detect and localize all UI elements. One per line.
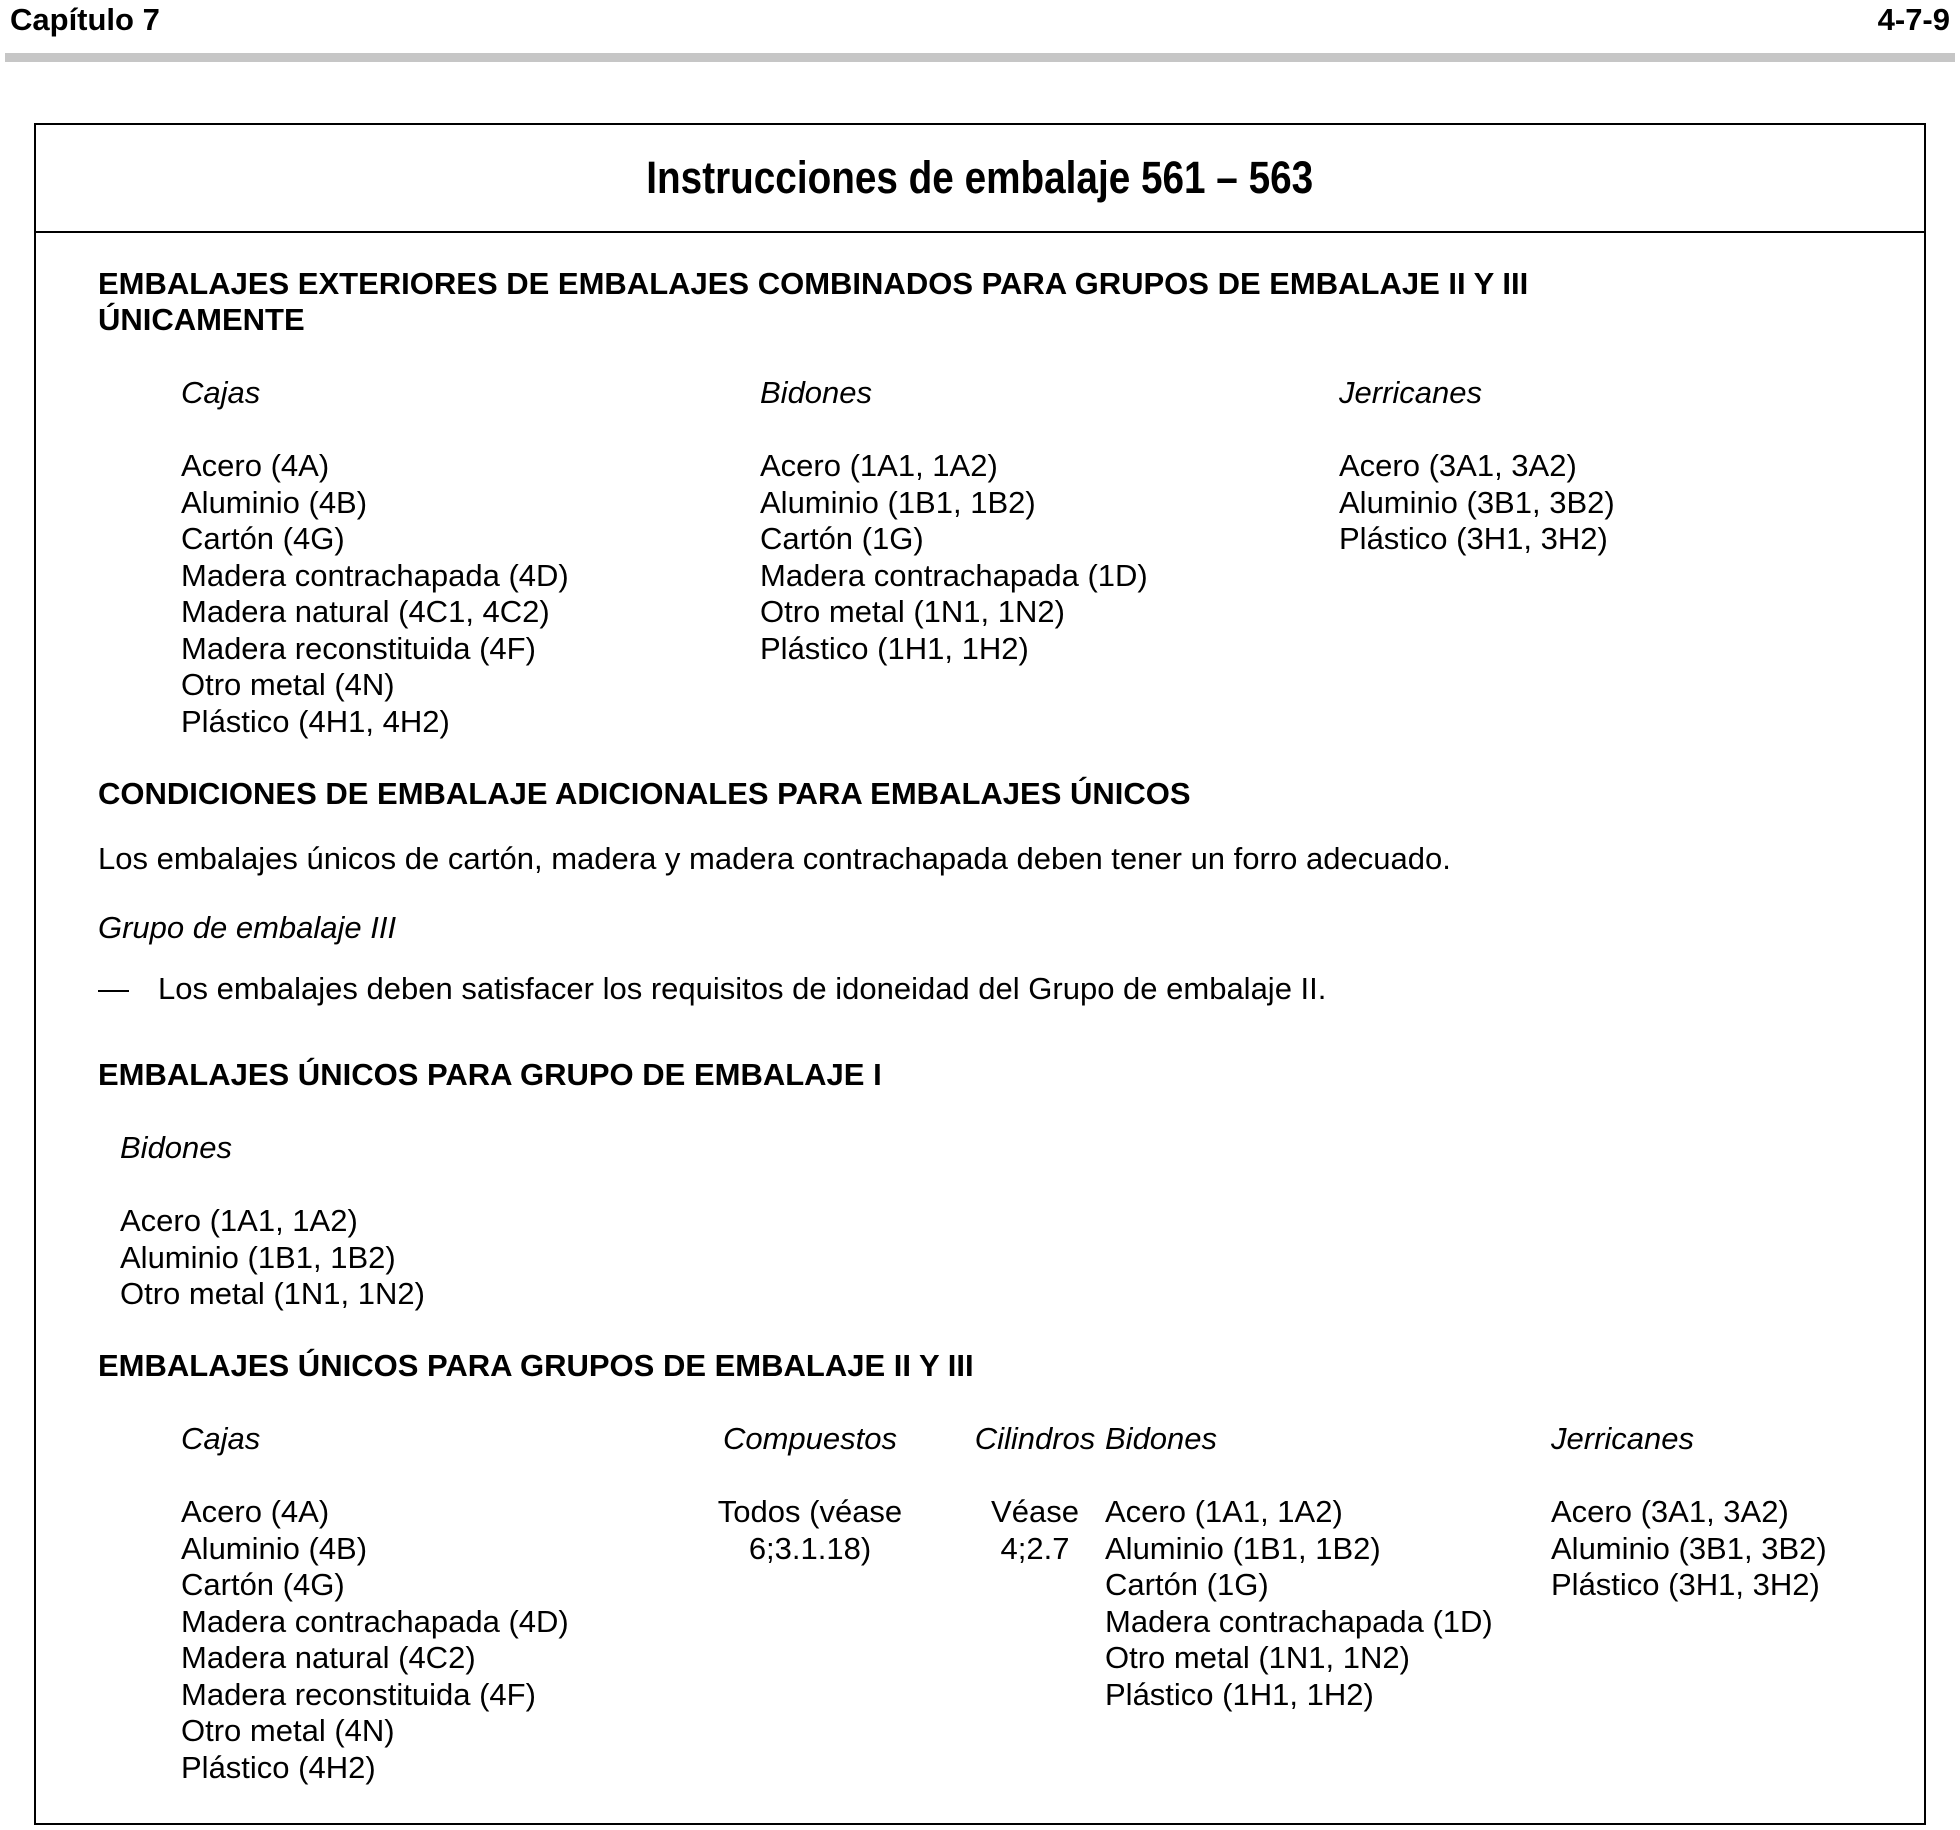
section2-subheading: Grupo de embalaje III <box>98 910 397 945</box>
list-item: Aluminio (4B) <box>181 1530 368 1566</box>
list-item: Madera contrachapada (4D) <box>181 1603 569 1639</box>
section4-heading: EMBALAJES ÚNICOS PARA GRUPOS DE EMBALAJE II Y III <box>98 1348 974 1383</box>
section2-heading: CONDICIONES DE EMBALAJE ADICIONALES PARA EMBALAJES ÚNICOS <box>98 776 1191 811</box>
list-item: Todos (véase <box>717 1494 903 1529</box>
list-item: Otro metal (1N1, 1N2) <box>760 594 1065 629</box>
list-item: 6;3.1.18) <box>748 1530 872 1566</box>
column-header: Compuestos <box>722 1421 898 1456</box>
bullet-dash: — <box>98 971 129 1006</box>
section2-paragraph: Los embalajes únicos de cartón, madera y madera contrachapada deben tener un forro adecuado. <box>98 841 1451 876</box>
list-item: Véase <box>991 1494 1079 1529</box>
section4-column-bidones <box>1105 1421 1493 1713</box>
list-item: Acero (3A1, 3A2) <box>1551 1494 1789 1529</box>
list-item: Aluminio (3B1, 3B2) <box>1551 1530 1827 1566</box>
section1-heading-line1: EMBALAJES EXTERIORES DE EMBALAJES COMBINADOS PARA GRUPOS DE EMBALAJE II Y III <box>98 266 1529 301</box>
column-header: Jerricanes <box>1551 1421 1694 1456</box>
list-item: 4;2.7 <box>1000 1530 1070 1566</box>
section1-column-jerricanes <box>1339 375 1615 558</box>
section4-column-cilindros <box>951 1421 1119 1567</box>
list-item: Madera contrachapada (1D) <box>760 557 1148 593</box>
list-item: Otro metal (1N1, 1N2) <box>120 1276 425 1311</box>
list-item: Madera reconstituida (4F) <box>181 1676 536 1712</box>
list-item: Acero (3A1, 3A2) <box>1339 448 1577 483</box>
column-header: Cajas <box>181 1421 261 1456</box>
list-item: Acero (1A1, 1A2) <box>1105 1494 1343 1529</box>
list-item: Cartón (4G) <box>181 1567 345 1602</box>
list-item: Plástico (1H1, 1H2) <box>760 630 1029 666</box>
column-header: Cajas <box>181 375 261 410</box>
section1-column-bidones <box>760 375 1148 667</box>
column-header: Bidones <box>120 1130 233 1165</box>
list-item: Madera natural (4C2) <box>181 1640 476 1675</box>
list-item: Aluminio (3B1, 3B2) <box>1339 484 1615 520</box>
column-header: Bidones <box>760 375 873 410</box>
list-item: Plástico (4H1, 4H2) <box>181 703 450 739</box>
section4-column-cajas <box>181 1421 569 1786</box>
list-item: Aluminio (4B) <box>181 484 368 520</box>
page-number: 4-7-9 <box>1877 2 1950 37</box>
page-title: Instrucciones de embalaje 561 – 563 <box>646 152 1314 203</box>
section2-bullet-text: Los embalajes deben satisfacer los requisitos de idoneidad del Grupo de embalaje II. <box>158 971 1327 1006</box>
list-item: Cartón (4G) <box>181 521 345 556</box>
column-header: Cilindros <box>974 1421 1096 1456</box>
header-divider <box>5 53 1955 62</box>
list-item: Madera contrachapada (1D) <box>1105 1603 1493 1639</box>
list-item: Madera contrachapada (4D) <box>181 557 569 593</box>
list-item: Plástico (3H1, 3H2) <box>1339 521 1608 556</box>
list-item: Aluminio (1B1, 1B2) <box>120 1239 396 1275</box>
list-item: Acero (4A) <box>181 1494 330 1529</box>
list-item: Otro metal (4N) <box>181 1713 395 1748</box>
section1-heading-line2: ÚNICAMENTE <box>98 302 305 337</box>
list-item: Acero (4A) <box>181 448 330 483</box>
list-item: Aluminio (1B1, 1B2) <box>1105 1530 1381 1566</box>
column-header: Bidones <box>1105 1421 1218 1456</box>
list-item: Acero (1A1, 1A2) <box>120 1203 358 1238</box>
list-item: Otro metal (1N1, 1N2) <box>1105 1640 1410 1675</box>
list-item: Plástico (4H2) <box>181 1749 376 1785</box>
section1-column-cajas <box>181 375 569 740</box>
title-bar <box>36 125 1924 233</box>
list-item: Cartón (1G) <box>1105 1567 1269 1602</box>
section3-column-bidones <box>120 1130 425 1313</box>
list-item: Plástico (1H1, 1H2) <box>1105 1676 1374 1712</box>
list-item: Otro metal (4N) <box>181 667 395 702</box>
page-header-chapter: Capítulo 7 <box>10 2 160 37</box>
instruction-frame <box>34 123 1926 1825</box>
list-item: Cartón (1G) <box>760 521 924 556</box>
list-item: Plástico (3H1, 3H2) <box>1551 1567 1820 1602</box>
list-item: Acero (1A1, 1A2) <box>760 448 998 483</box>
list-item: Madera reconstituida (4F) <box>181 630 536 666</box>
list-item: Aluminio (1B1, 1B2) <box>760 484 1036 520</box>
section4-column-jerricanes <box>1551 1421 1827 1604</box>
section4-column-compuestos <box>660 1421 960 1567</box>
section3-heading: EMBALAJES ÚNICOS PARA GRUPO DE EMBALAJE I <box>98 1057 882 1092</box>
column-header: Jerricanes <box>1339 375 1482 410</box>
list-item: Madera natural (4C1, 4C2) <box>181 594 550 629</box>
